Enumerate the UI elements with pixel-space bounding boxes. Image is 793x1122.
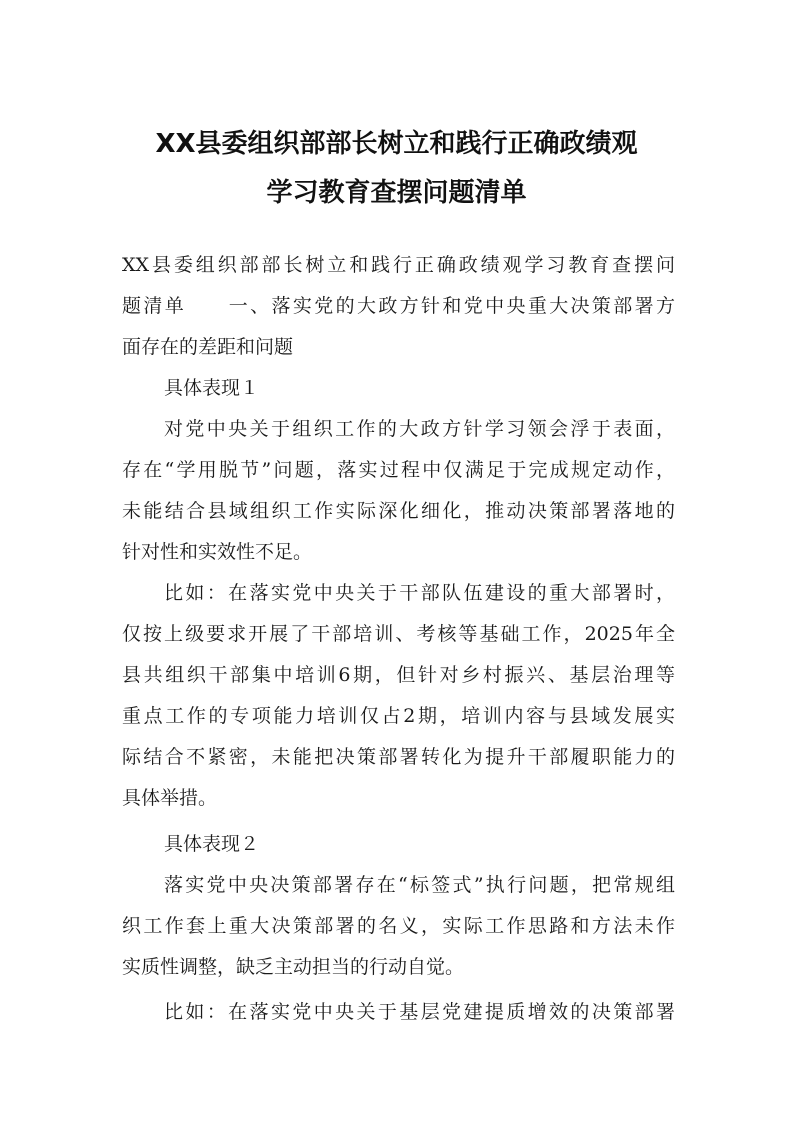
paragraph-line: 县共组织干部集中培训6期，但针对乡村振兴、基层治理等 bbox=[122, 664, 675, 686]
paragraph-line: 面存在的差距和问题 bbox=[122, 336, 294, 358]
paragraph-line: 实质性调整，缺乏主动担当的行动自觉。 bbox=[122, 956, 465, 978]
paragraph-line: 题清单 一、落实党的大政方针和党中央重大决策部署方 bbox=[122, 295, 675, 317]
paragraph-line: 存在“学用脱节”问题，落实过程中仅满足于完成规定动作， bbox=[122, 459, 675, 481]
document-title-line-1: XX县委组织部部长树立和践行正确政绩观 bbox=[155, 129, 638, 159]
paragraph-line: 比如：在落实党中央关于干部队伍建设的重大部署时， bbox=[164, 582, 675, 604]
paragraph-line: 比如：在落实党中央关于基层党建提质增效的决策部署 bbox=[164, 1001, 675, 1023]
subheading: 具体表现１ bbox=[164, 377, 260, 399]
paragraph-line: 重点工作的专项能力培训仅占2期，培训内容与县域发展实 bbox=[122, 705, 675, 727]
paragraph-line: 织工作套上重大决策部署的名义，实际工作思路和方法未作 bbox=[122, 915, 675, 937]
document-title-line-2: 学习教育查摆问题清单 bbox=[266, 178, 527, 208]
paragraph-line: 落实党中央决策部署存在“标签式”执行问题，把常规组 bbox=[164, 874, 675, 896]
paragraph-line: XX县委组织部部长树立和践行正确政绩观学习教育查摆问 bbox=[122, 254, 675, 276]
paragraph-line: 针对性和实效性不足。 bbox=[122, 541, 313, 563]
paragraph-line: 具体举措。 bbox=[122, 787, 218, 809]
paragraph-line: 未能结合县域组织工作实际深化细化，推动决策部署落地的 bbox=[122, 500, 675, 522]
paragraph-line: 际结合不紧密，未能把决策部署转化为提升干部履职能力的 bbox=[122, 746, 675, 768]
paragraph-line: 对党中央关于组织工作的大政方针学习领会浮于表面， bbox=[164, 418, 675, 440]
subheading: 具体表现２ bbox=[164, 833, 260, 855]
paragraph-line: 仅按上级要求开展了干部培训、考核等基础工作，2025年全 bbox=[122, 623, 675, 645]
